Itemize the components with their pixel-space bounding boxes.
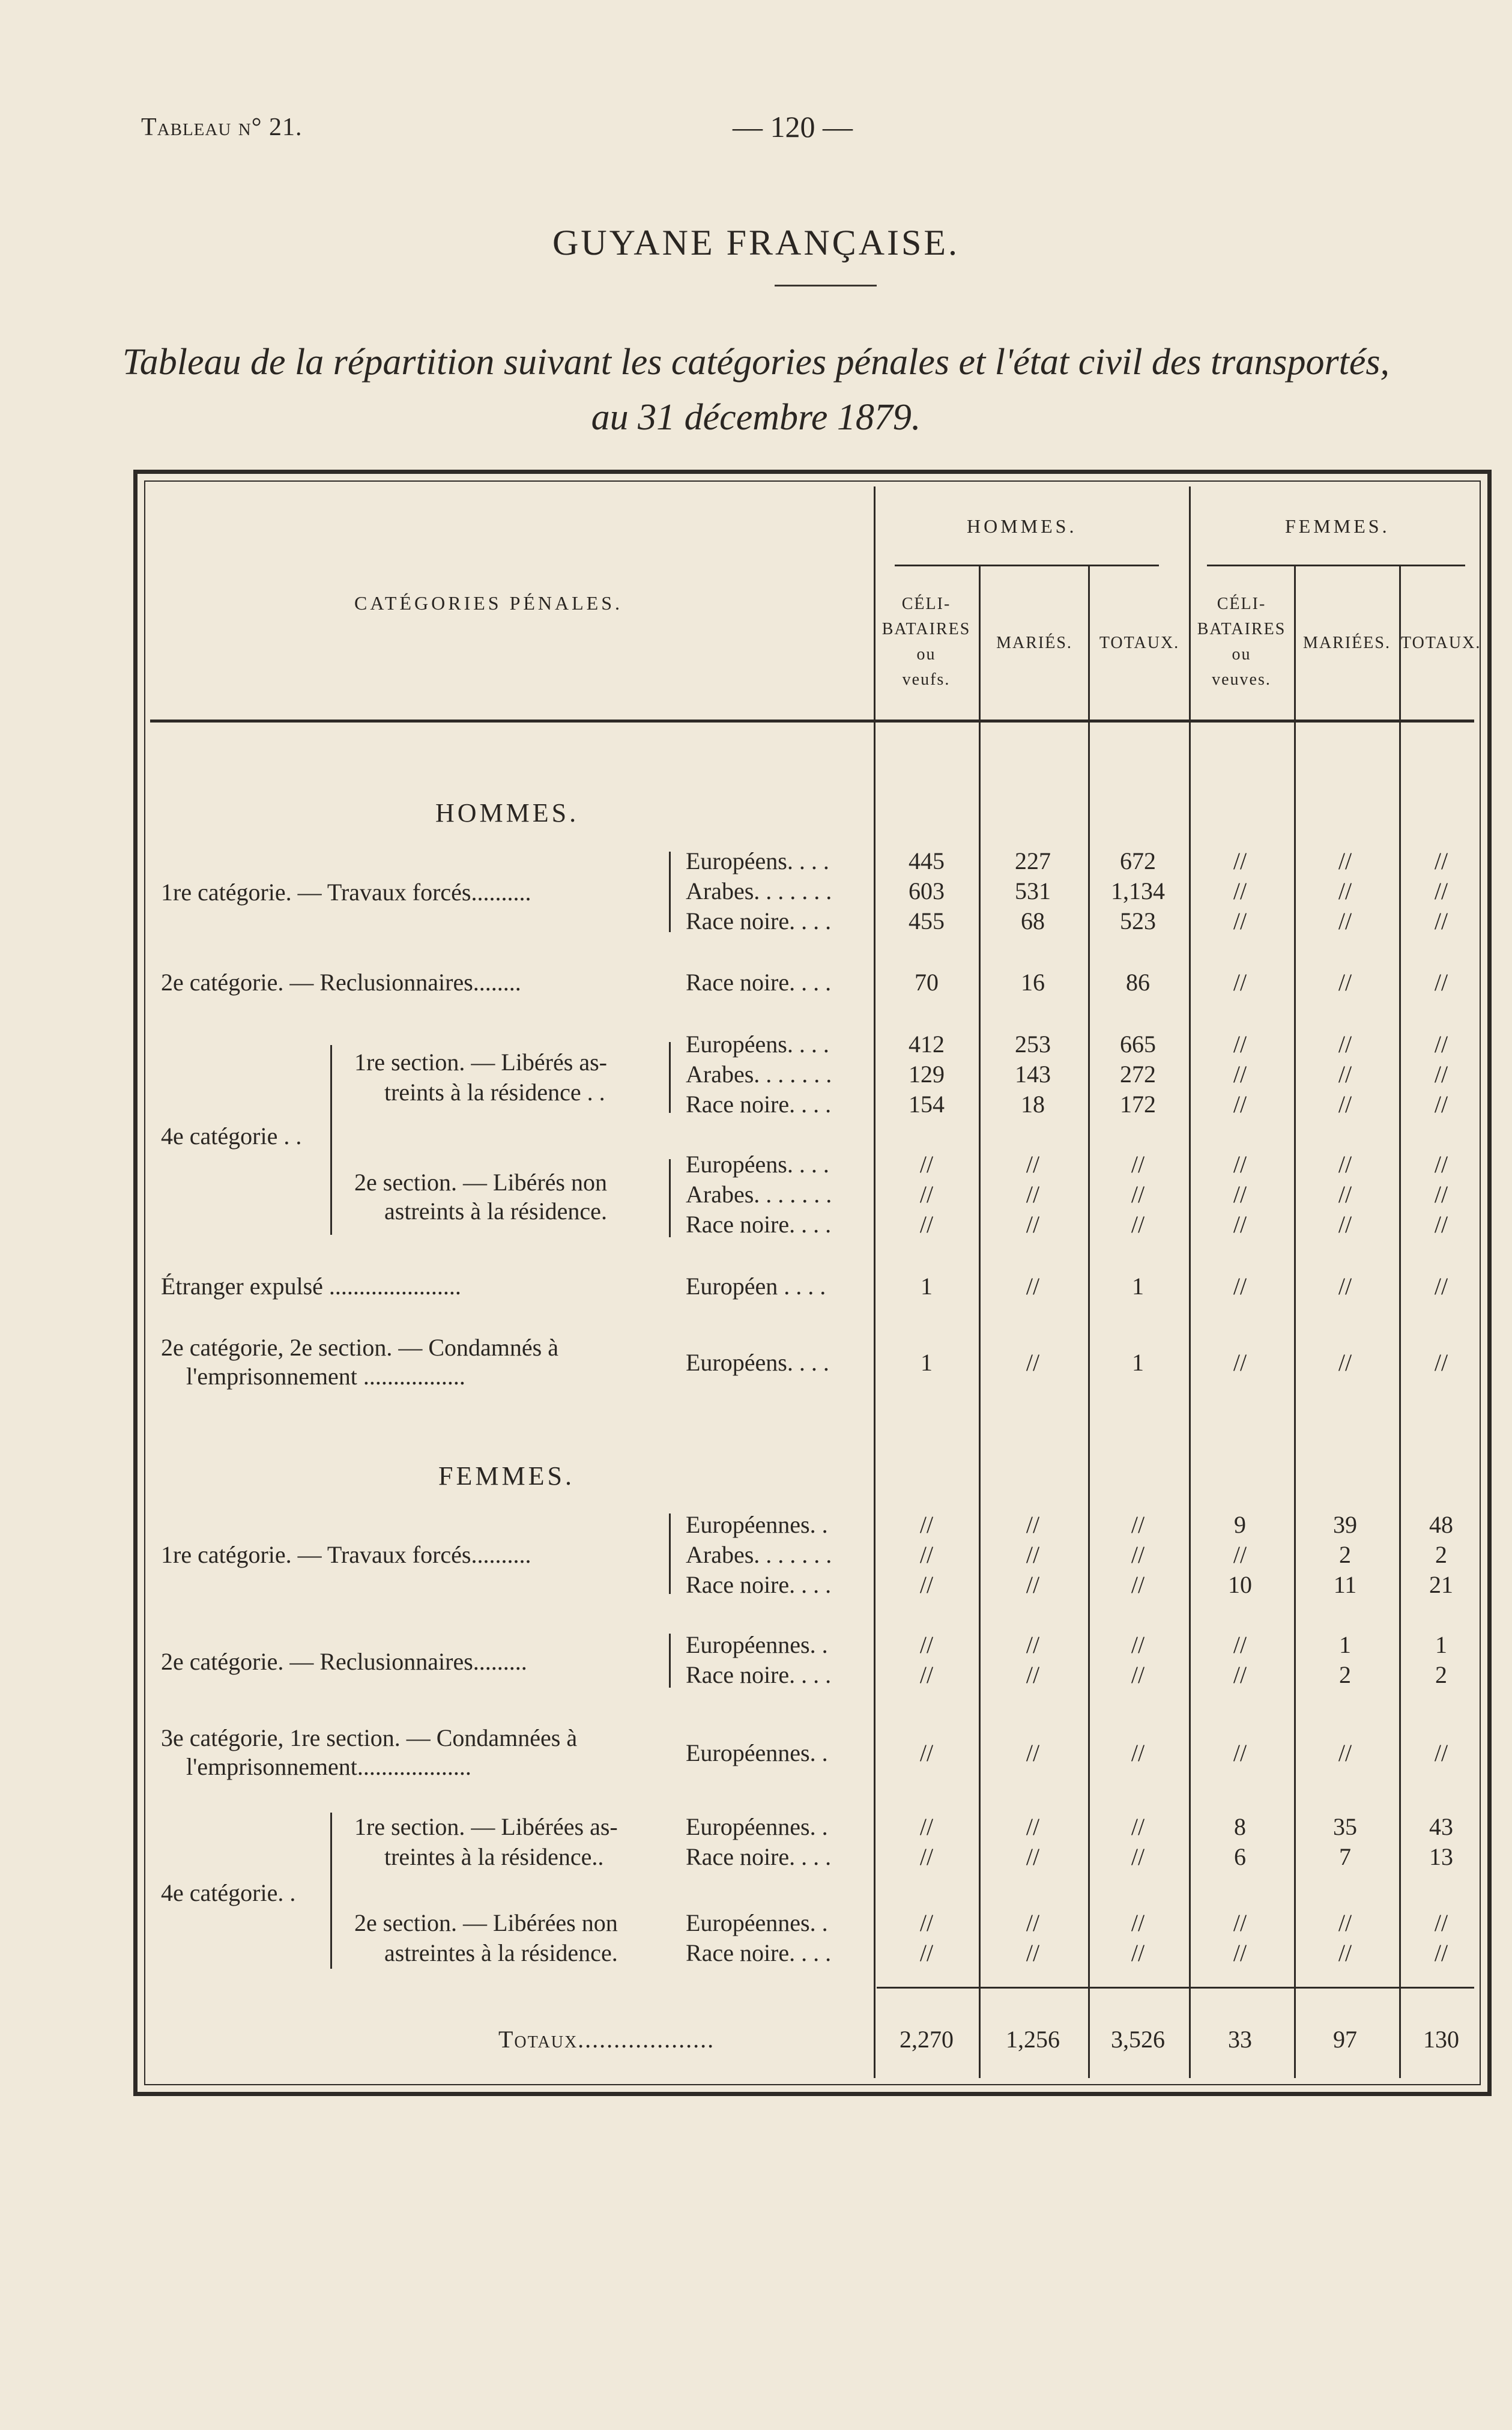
col-header-categories: CATÉGORIES PÉNALES. [354,592,623,614]
cell-h-maries: // [1026,1909,1040,1936]
race-label: Race noire. . . . [686,907,832,935]
cell-h-totaux: 272 [1120,1061,1156,1088]
cell-h-celibataires: // [919,1571,934,1598]
cell-f-totaux: // [1434,1739,1448,1766]
brace [661,1634,671,1688]
race-label: Race noire. . . . [686,1571,832,1598]
cell-f-celibataires: // [1233,1151,1247,1178]
total-f-celibataires: 33 [1228,2026,1252,2053]
cell-h-celibataires: // [919,1541,934,1568]
cell-f-totaux: // [1434,907,1448,935]
race-label: Arabes. . . . . . . [686,1541,832,1568]
cell-f-mariees: 35 [1333,1813,1357,1840]
cell-h-totaux: 1 [1132,1349,1144,1376]
cell-f-celibataires: // [1233,1939,1247,1966]
cell-f-mariees: // [1338,1349,1352,1376]
cell-f-mariees: // [1338,1273,1352,1300]
cell-f-totaux: // [1434,1031,1448,1058]
cell-h-maries: 253 [1015,1031,1051,1058]
cell-f-totaux: // [1434,847,1448,874]
col-header-femmes: FEMMES. [1285,515,1390,537]
cell-h-celibataires: // [919,1511,934,1538]
cell-h-maries: // [1026,1211,1040,1238]
cell-h-totaux: // [1131,1631,1145,1658]
cell-f-celibataires: // [1233,969,1247,996]
cell-f-totaux: 48 [1429,1511,1453,1538]
race-label: Arabes. . . . . . . [686,1181,832,1208]
cell-f-celibataires: // [1233,1541,1247,1568]
cell-h-celibataires: 129 [909,1061,945,1088]
col-header-h-celibataires: CÉLI- BATAIRES ou veufs. [881,595,971,689]
cell-f-mariees: // [1338,1739,1352,1766]
cell-f-mariees: // [1338,907,1352,935]
section-hommes: HOMMES. [435,798,579,828]
col-rule [979,565,981,2078]
cell-h-totaux: 172 [1120,1091,1156,1118]
cell-h-totaux: 86 [1126,969,1150,996]
cell-f-totaux: 2 [1435,1661,1447,1688]
cell-h-maries: // [1026,1511,1040,1538]
label-h-cat4-s2a: 2e section. — Libérés non [354,1169,607,1196]
cell-f-celibataires: // [1233,1031,1247,1058]
cell-f-totaux: // [1434,1091,1448,1118]
cell-h-celibataires: // [919,1631,934,1658]
race-label: Race noire. . . . [686,1939,832,1966]
cell-h-maries: // [1026,1273,1040,1300]
header-bottom-rule [150,720,1474,723]
cell-h-celibataires: 412 [909,1031,945,1058]
cell-h-celibataires: // [919,1661,934,1688]
cell-f-totaux: // [1434,1061,1448,1088]
race-label: Race noire. . . . [686,1211,832,1238]
label-h-cat4-s1b: treints à la résidence . . [384,1079,605,1106]
cell-f-mariees: 2 [1339,1661,1351,1688]
cell-f-totaux: // [1434,969,1448,996]
race-label: Européen . . . . [686,1273,826,1300]
cell-h-maries: // [1026,1181,1040,1208]
cell-f-mariees: // [1338,1061,1352,1088]
race-label: Arabes. . . . . . . [686,877,832,904]
cell-f-celibataires: // [1233,1273,1247,1300]
cell-h-totaux: 523 [1120,907,1156,935]
cell-f-mariees: 39 [1333,1511,1357,1538]
page-number: — 120 — [733,110,853,144]
label-f-cat3b: l'emprisonnement................... [186,1753,471,1780]
cell-f-totaux: 13 [1429,1843,1453,1870]
cell-f-totaux: // [1434,1181,1448,1208]
col-rule [1189,486,1191,2078]
total-h-totaux: 3,526 [1111,2026,1165,2053]
cell-h-maries: // [1026,1661,1040,1688]
cell-h-maries: // [1026,1151,1040,1178]
cell-f-mariees: 11 [1333,1571,1357,1598]
race-label: Européennes. . [686,1511,828,1538]
race-label: Arabes. . . . . . . [686,1061,832,1088]
cell-f-mariees: // [1338,877,1352,904]
cell-f-celibataires: 10 [1228,1571,1252,1598]
cell-f-totaux: // [1434,1211,1448,1238]
cell-h-celibataires: 455 [909,907,945,935]
cell-f-totaux: 1 [1435,1631,1447,1658]
subtitle-line-2: au 31 décembre 1879. [591,397,921,438]
cell-f-mariees: 2 [1339,1541,1351,1568]
col-header-mariees: MARIÉES. [1303,634,1391,652]
cell-f-totaux: // [1434,1349,1448,1376]
cell-f-totaux: // [1434,1273,1448,1300]
cell-h-totaux: // [1131,1843,1145,1870]
page-title: GUYANE FRANÇAISE. [552,223,960,262]
cell-h-celibataires: 603 [909,877,945,904]
race-label: Européens. . . . [686,1349,829,1376]
cell-h-maries: 143 [1015,1061,1051,1088]
cell-f-totaux: // [1434,1909,1448,1936]
brace [330,1813,340,1969]
label-f-cat4: 4e catégorie. . [161,1879,296,1906]
cell-h-maries: 227 [1015,847,1051,874]
label-f-cat4-s2b: astreintes à la résidence. [384,1939,618,1966]
total-h-maries: 1,256 [1006,2026,1060,2053]
cell-h-totaux: 1,134 [1111,877,1165,904]
cell-f-celibataires: // [1233,1909,1247,1936]
cell-f-mariees: 1 [1339,1631,1351,1658]
cell-f-celibataires: // [1233,1091,1247,1118]
cell-h-totaux: // [1131,1939,1145,1966]
totals-label: Totaux................... [498,2026,715,2053]
cell-h-maries: 18 [1021,1091,1045,1118]
race-label: Européennes. . [686,1631,828,1658]
col-rule [874,486,875,2078]
col-rule [1088,565,1090,2078]
cell-f-celibataires: // [1233,877,1247,904]
cell-f-totaux: // [1434,1151,1448,1178]
cell-h-totaux: // [1131,1151,1145,1178]
cell-h-totaux: // [1131,1739,1145,1766]
cell-h-maries: 68 [1021,907,1045,935]
cell-h-celibataires: // [919,1939,934,1966]
cell-h-celibataires: // [919,1211,934,1238]
table-label: Tableau n° 21. [141,114,303,141]
cell-f-mariees: // [1338,1939,1352,1966]
race-label: Européens. . . . [686,847,829,874]
cell-f-celibataires: // [1233,1661,1247,1688]
cell-f-celibataires: 6 [1234,1843,1246,1870]
brace [661,852,671,932]
race-label: Européennes. . [686,1739,828,1766]
label-f-cat2: 2e catégorie. — Reclusionnaires......... [161,1648,527,1675]
femmes-group-rule [1207,565,1465,566]
cell-h-celibataires: 154 [909,1091,945,1118]
cell-f-mariees: // [1338,1151,1352,1178]
cell-h-totaux: // [1131,1541,1145,1568]
race-label: Européens. . . . [686,1031,829,1058]
cell-h-maries: // [1026,1541,1040,1568]
label-h-cat2-s2b: l'emprisonnement ................. [186,1363,465,1390]
cell-h-celibataires: // [919,1813,934,1840]
race-label: Race noire. . . . [686,969,832,996]
title-rule [775,285,877,286]
cell-f-celibataires: // [1233,1061,1247,1088]
race-label: Race noire. . . . [686,1091,832,1118]
cell-f-celibataires: 9 [1234,1511,1246,1538]
cell-f-mariees: // [1338,1091,1352,1118]
total-f-mariees: 97 [1333,2026,1357,2053]
cell-h-celibataires: 1 [921,1273,933,1300]
cell-f-celibataires: // [1233,907,1247,935]
col-header-hommes: HOMMES. [967,515,1077,537]
brace [330,1045,340,1235]
col-header-f-celibataires: CÉLI- BATAIRES ou veuves. [1197,595,1286,689]
cell-h-totaux: // [1131,1909,1145,1936]
cell-h-celibataires: // [919,1739,934,1766]
cell-h-maries: // [1026,1843,1040,1870]
brace [661,1159,671,1237]
cell-f-mariees: // [1338,969,1352,996]
col-header-f-totaux: TOTAUX. [1401,634,1481,652]
cell-h-totaux: // [1131,1511,1145,1538]
cell-h-totaux: // [1131,1211,1145,1238]
cell-f-celibataires: // [1233,1739,1247,1766]
cell-f-celibataires: // [1233,847,1247,874]
label-h-cat1: 1re catégorie. — Travaux forcés.......... [161,879,531,906]
label-h-cat2: 2e catégorie. — Reclusionnaires........ [161,969,521,996]
cell-h-totaux: 672 [1120,847,1156,874]
cell-f-mariees: 7 [1339,1843,1351,1870]
race-label: Européennes. . [686,1813,828,1840]
subtitle-line-1: Tableau de la répartition suivant les catégories pénales et l'état civil des transportés, [122,342,1390,383]
cell-f-mariees: // [1338,1211,1352,1238]
label-f-cat4-s1b: treintes à la résidence.. [384,1843,604,1870]
col-rule [1294,565,1296,2078]
cell-h-totaux: // [1131,1181,1145,1208]
race-label: Européens. . . . [686,1151,829,1178]
label-f-cat3a: 3e catégorie, 1re section. — Condamnées à [161,1724,578,1751]
cell-f-celibataires: 8 [1234,1813,1246,1840]
race-label: Race noire. . . . [686,1661,832,1688]
cell-h-maries: // [1026,1939,1040,1966]
brace [661,1042,671,1113]
cell-h-maries: // [1026,1349,1040,1376]
cell-f-celibataires: // [1233,1181,1247,1208]
cell-f-celibataires: // [1233,1349,1247,1376]
col-header-maries: MARIÉS. [996,634,1072,652]
col-rule [1399,565,1401,2078]
cell-h-totaux: // [1131,1661,1145,1688]
race-label: Race noire. . . . [686,1843,832,1870]
cell-h-totaux: 665 [1120,1031,1156,1058]
cell-f-totaux: // [1434,1939,1448,1966]
cell-f-totaux: 21 [1429,1571,1453,1598]
cell-f-mariees: // [1338,847,1352,874]
cell-f-totaux: 43 [1429,1813,1453,1840]
cell-h-celibataires: // [919,1151,934,1178]
label-h-cat2-s2a: 2e catégorie, 2e section. — Condamnés à [161,1334,558,1361]
cell-f-mariees: // [1338,1909,1352,1936]
label-h-cat4-s1a: 1re section. — Libérés as- [354,1049,607,1076]
label-f-cat1: 1re catégorie. — Travaux forcés.......... [161,1541,531,1568]
label-etranger: Étranger expulsé ...................... [161,1273,461,1300]
cell-f-celibataires: // [1233,1631,1247,1658]
cell-f-totaux: // [1434,877,1448,904]
cell-f-totaux: 2 [1435,1541,1447,1568]
cell-f-mariees: // [1338,1181,1352,1208]
label-h-cat4: 4e catégorie . . [161,1123,302,1150]
cell-h-maries: // [1026,1631,1040,1658]
label-f-cat4-s1a: 1re section. — Libérées as- [354,1813,618,1840]
cell-h-maries: // [1026,1813,1040,1840]
cell-h-celibataires: // [919,1843,934,1870]
cell-f-celibataires: // [1233,1211,1247,1238]
cell-h-maries: 16 [1021,969,1045,996]
cell-h-totaux: 1 [1132,1273,1144,1300]
cell-h-celibataires: 1 [921,1349,933,1376]
cell-f-mariees: // [1338,1031,1352,1058]
col-header-h-totaux: TOTAUX. [1099,634,1180,652]
section-femmes: FEMMES. [438,1461,575,1491]
race-label: Européennes. . [686,1909,828,1936]
label-h-cat4-s2b: astreints à la résidence. [384,1198,607,1225]
cell-h-totaux: // [1131,1571,1145,1598]
cell-h-totaux: // [1131,1813,1145,1840]
hommes-group-rule [895,565,1159,566]
brace [661,1513,671,1594]
label-f-cat4-s2a: 2e section. — Libérées non [354,1909,618,1936]
cell-h-celibataires: 70 [915,969,939,996]
cell-h-celibataires: // [919,1909,934,1936]
cell-h-celibataires: 445 [909,847,945,874]
total-h-celibataires: 2,270 [900,2026,954,2053]
totals-rule [877,1987,1474,1989]
cell-h-maries: 531 [1015,877,1051,904]
cell-h-maries: // [1026,1571,1040,1598]
total-f-totaux: 130 [1423,2026,1459,2053]
cell-h-celibataires: // [919,1181,934,1208]
cell-h-maries: // [1026,1739,1040,1766]
